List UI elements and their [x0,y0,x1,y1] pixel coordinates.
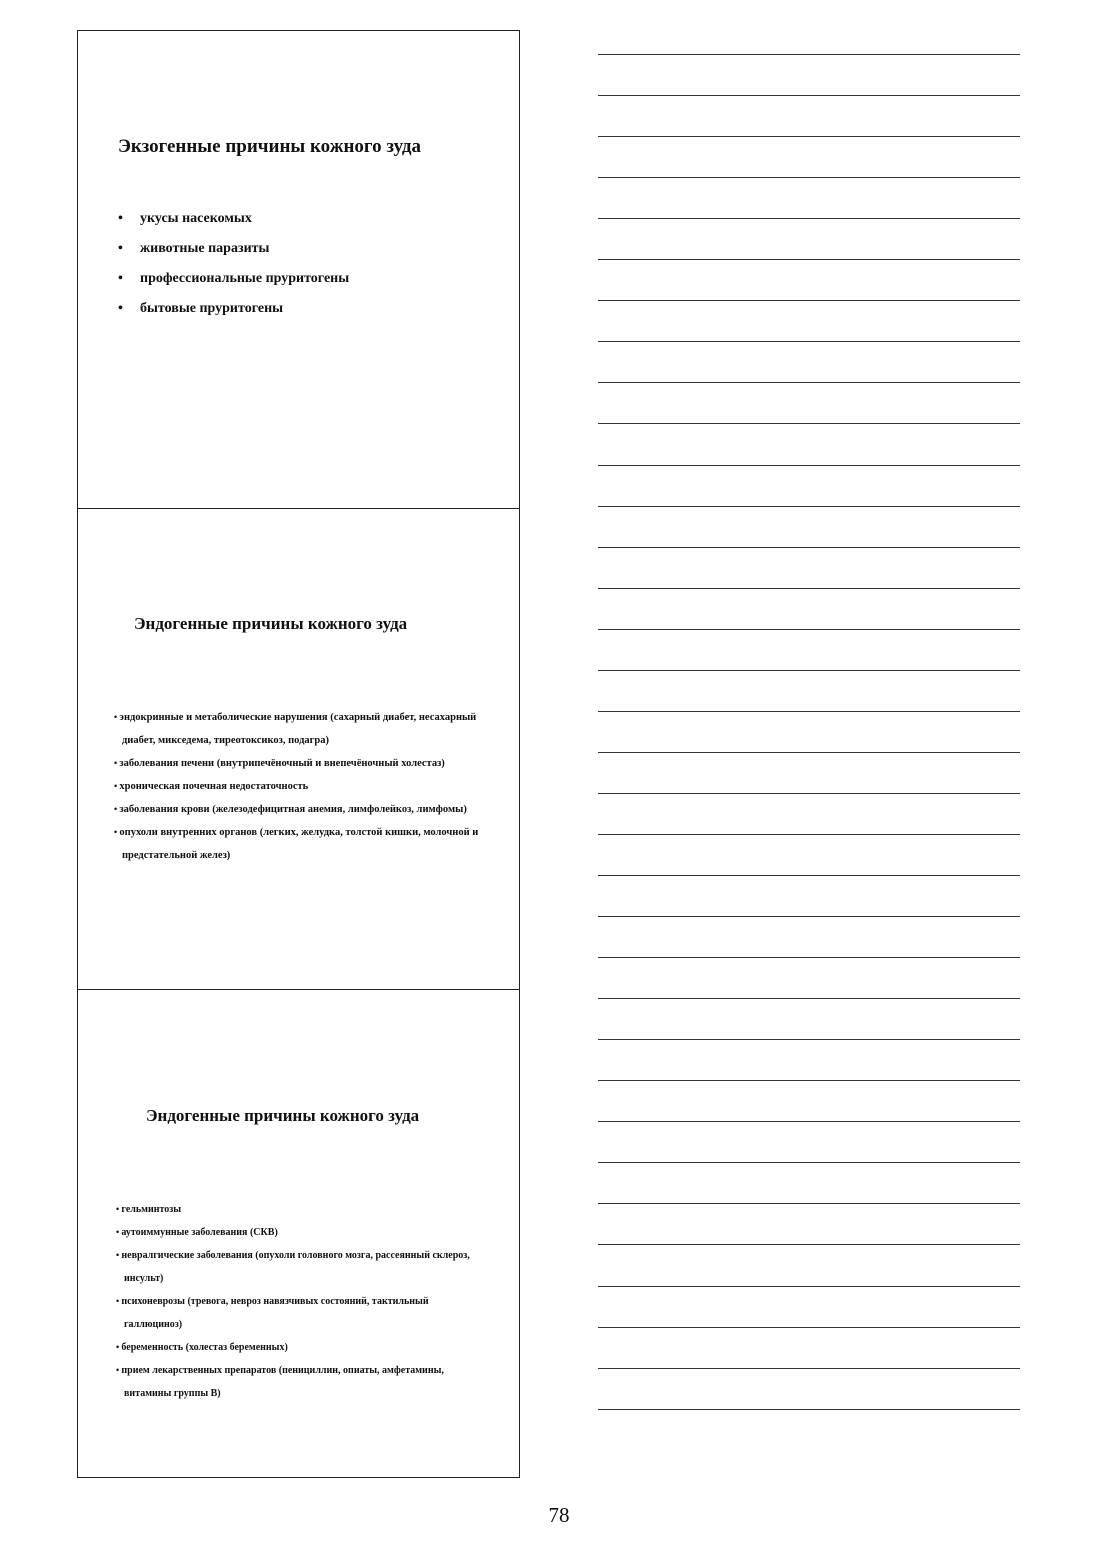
slide-endogenous-causes-1 [78,509,519,990]
note-line [598,998,1020,999]
note-line [598,1203,1020,1204]
bullet-dot-icon: • [114,712,120,722]
bullet-dot-icon: • [114,804,120,814]
note-line [598,259,1020,260]
list-item [114,821,499,867]
note-line [598,793,1020,794]
list-item [116,1359,486,1405]
slide-title: Эндогенные причины кожного зуда [146,1106,420,1125]
bullet-dot-icon: • [114,781,120,791]
note-line [598,218,1020,219]
list-item [116,1221,486,1244]
list-item-text: гельминтозы [121,1204,182,1215]
note-line [598,177,1020,178]
list-item-text: хроническая почечная недостаточность [119,781,309,792]
list-item [114,706,499,752]
note-line [598,54,1020,55]
list-item-text: эндокринные и метаболические нарушения (сахарный диабет, несахарный диабет, микседема, тиреотоксикоз, подагра) [119,712,477,746]
list-item [116,1336,486,1359]
note-line [598,382,1020,383]
list-item: • бытовые пруритогены [118,299,349,329]
slide-endogenous-causes-2 [78,990,519,1478]
note-line [598,1080,1020,1081]
list-item [114,775,499,798]
bullet-dot-icon: • [114,827,120,837]
note-line [598,834,1020,835]
slide-exogenous-causes [78,31,519,509]
bullet-dot-icon: • [114,758,120,768]
note-line [598,1286,1020,1287]
slide-title: Эндогенные причины кожного зуда [134,614,408,633]
note-line [598,588,1020,589]
list-item [114,752,499,775]
list-item: • укусы насекомых [118,209,349,239]
note-line [598,95,1020,96]
list-item [116,1290,486,1336]
note-line [598,1039,1020,1040]
note-line [598,1121,1020,1122]
note-line [598,752,1020,753]
note-line [598,711,1020,712]
note-line [598,1368,1020,1369]
notes-lines-area [598,0,1020,1480]
list-item [116,1198,486,1221]
bullet-dot-icon: • [116,1204,122,1214]
note-line [598,341,1020,342]
slides-column [77,30,520,1478]
list-item-text: заболевания печени (внутрипечёночный и внепечёночный холестаз) [119,758,445,769]
bullet-list [116,1198,486,1405]
list-item-text: невралгические заболевания (опухоли головного мозга, рассеянный склероз, инсульт) [121,1250,470,1284]
list-item-text: психоневрозы (тревога, невроз навязчивых состояний, тактильный галлюциноз) [121,1296,429,1330]
note-line [598,1162,1020,1163]
note-line [598,300,1020,301]
bullet-dot-icon: • [116,1342,122,1352]
bullet-dot-icon: • [116,1296,122,1306]
note-line [598,875,1020,876]
note-line [598,670,1020,671]
page-number: 78 [548,1503,570,1527]
note-line [598,1244,1020,1245]
list-item-text: заболевания крови (железодефицитная анемия, лимфолейкоз, лимфомы) [119,804,467,815]
list-item-text: аутоиммунные заболевания (СКВ) [121,1227,278,1238]
bullet-dot-icon: • [116,1250,122,1260]
bullet-dot-icon: • [116,1227,122,1237]
note-line [598,136,1020,137]
list-item-text: беременность (холестаз беременных) [121,1342,288,1353]
note-line [598,957,1020,958]
bullet-list [118,209,349,329]
bullet-dot-icon: • [116,1365,122,1375]
note-line [598,1409,1020,1410]
list-item: • животные паразиты [118,239,349,269]
list-item-text: опухоли внутренних органов (легких, желудка, толстой кишки, молочной и предстательной желез) [119,827,479,861]
bullet-list [114,706,499,867]
list-item [114,798,499,821]
note-line [598,1327,1020,1328]
note-line [598,916,1020,917]
list-item: • профессиональные пруритогены [118,269,349,299]
slide-title: Экзогенные причины кожного зуда [118,136,421,157]
list-item-text: прием лекарственных препаратов (пенициллин, опиаты, амфетамины, витамины группы В) [121,1365,444,1399]
note-line [598,506,1020,507]
note-line [598,629,1020,630]
list-item [116,1244,486,1290]
note-line [598,465,1020,466]
note-line [598,547,1020,548]
note-line [598,423,1020,424]
